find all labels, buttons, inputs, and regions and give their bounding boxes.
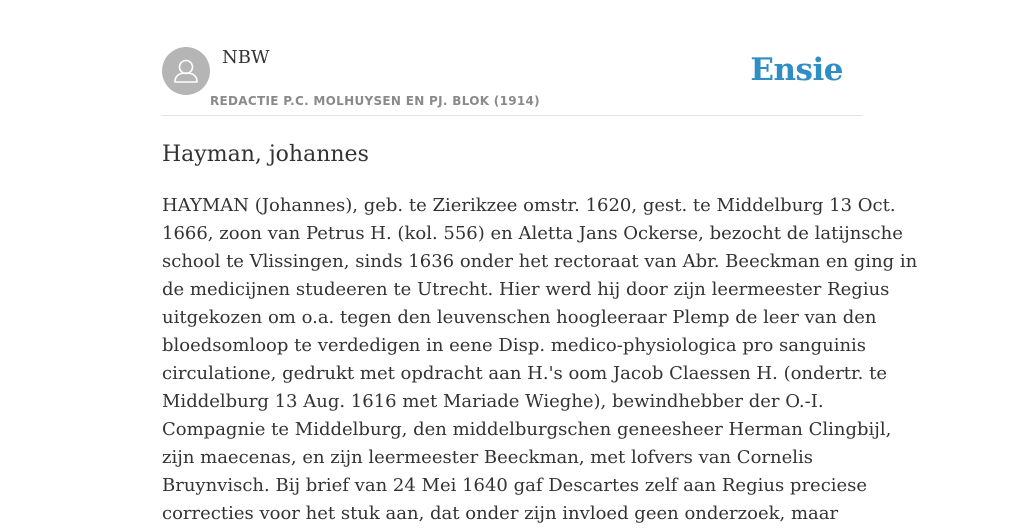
article-title: Hayman, johannes — [162, 142, 369, 167]
body-line: de medicijnen studeeren te Utrecht. Hier werd hij door zijn leermeester Regius — [162, 279, 890, 300]
body-line: Middelburg 13 Aug. 1616 met Mariade Wieghe), bewindhebber der O.-I. — [162, 391, 824, 412]
body-line: school te Vlissingen, sinds 1636 onder het rectoraat van Abr. Beeckman en ging in — [162, 251, 918, 272]
source-name[interactable]: NBW — [222, 47, 270, 68]
content-container — [162, 0, 918, 524]
body-line: HAYMAN (Johannes), geb. te Zierikzee omstr. 1620, gest. te Middelburg 13 Oct. — [162, 195, 896, 216]
source-header — [162, 0, 862, 116]
brand-logo[interactable]: Ensie — [750, 52, 843, 88]
source-subtitle: REDACTIE P.C. MOLHUYSEN EN PJ. BLOK (1914) — [210, 94, 540, 108]
body-line: correcties voor het stuk aan, dat onder zijn invloed geen onderzoek, maar — [162, 503, 839, 524]
user-avatar-icon[interactable] — [162, 47, 210, 95]
article-body — [162, 192, 918, 528]
body-line: bloedsomloop te verdedigen in eene Disp. medico-physiologica pro sanguinis — [162, 335, 867, 356]
body-line: Compagnie te Middelburg, den middelburgschen geneesheer Herman Clingbijl, — [162, 419, 892, 440]
body-line: Bruynvisch. Bij brief van 24 Mei 1640 gaf Descartes zelf aan Regius preciese — [162, 475, 868, 496]
body-line: circulatione, gedrukt met opdracht aan H.'s oom Jacob Claessen H. (ondertr. te — [162, 363, 887, 384]
body-line: uitgekozen om o.a. tegen den leuvenschen hoogleeraar Plemp de leer van den — [162, 307, 877, 328]
body-line: zijn maecenas, en zijn leermeester Beeckman, met lofvers van Cornelis — [162, 447, 814, 468]
body-line: 1666, zoon van Petrus H. (kol. 556) en Aletta Jans Ockerse, bezocht de latijnsche — [162, 223, 903, 244]
